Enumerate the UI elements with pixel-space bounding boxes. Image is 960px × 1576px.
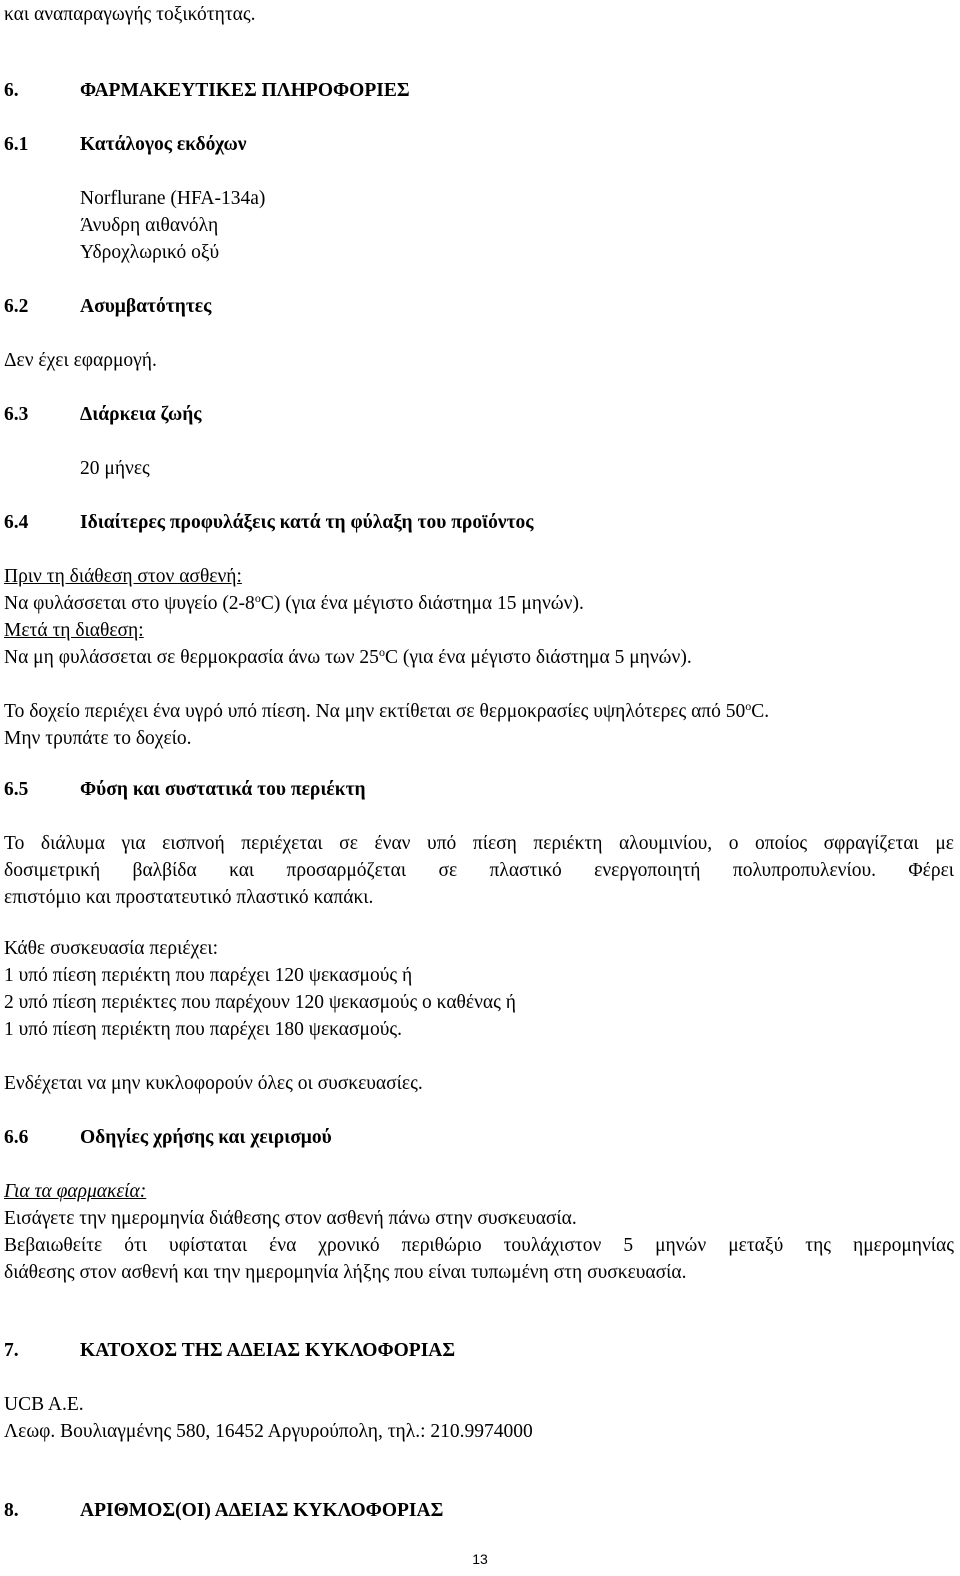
pharmacy-label: Για τα φαρμακεία: <box>4 1181 147 1202</box>
pressure-warning-text: Το δοχείο περιέχει ένα υγρό υπό πίεση. Να μην εκτίθεται σε θερμοκρασίες υψηλότερες από 50$^o$C. <box>4 699 770 722</box>
section-7-number: 7. <box>4 1340 19 1361</box>
puncture-warning-text: Μην τρυπάτε το δοχείο. <box>4 728 192 749</box>
incompatibilities-text: Δεν έχει εφαρμογή. <box>4 350 157 371</box>
holder-company: UCB A.E. <box>4 1394 84 1415</box>
section-6-2-number: 6.2 <box>4 296 29 317</box>
holder-address: Λεωφ. Βουλιαγμένης 580, 16452 Αργυρούπολη, τηλ.: 210.9974000 <box>4 1421 533 1442</box>
section-6-5-number: 6.5 <box>4 779 29 800</box>
container-description-line: επιστόμιο και προστατευτικό πλαστικό καπάκι. <box>4 887 374 908</box>
section-6-2-title: Ασυμβατότητες <box>80 296 212 317</box>
pack-item: 1 υπό πίεση περιέκτη που παρέχει 180 ψεκασμούς. <box>4 1019 402 1040</box>
pack-contents-title: Κάθε συσκευασία περιέχει: <box>4 938 219 959</box>
container-description-line: δοσιμετρική βαλβίδα και προσαρμόζεται σε πλαστικό ενεργοποιητή πολυπροπυλενίου. Φέρει <box>4 860 954 881</box>
section-6-1-number: 6.1 <box>4 134 29 155</box>
section-6-3-number: 6.3 <box>4 404 29 425</box>
section-8-number: 8. <box>4 1500 19 1521</box>
pack-availability-note: Ενδέχεται να μην κυκλοφορούν όλες οι συσκευασίες. <box>4 1073 423 1094</box>
pack-item: 2 υπό πίεση περιέκτες που παρέχουν 120 ψεκασμούς ο καθένας ή <box>4 992 516 1013</box>
section-6-6-number: 6.6 <box>4 1127 29 1148</box>
section-7-title: ΚΑΤΟΧΟΣ ΤΗΣ ΑΔΕΙΑΣ ΚΥΚΛΟΦΟΡΙΑΣ <box>80 1340 456 1361</box>
excipient-item: Υδροχλωρικό οξύ <box>80 242 220 263</box>
instruction-line: διάθεσης στον ασθενή και την ημερομηνία λήξης που είναι τυπωμένη στη συσκευασία. <box>4 1262 687 1283</box>
pack-item: 1 υπό πίεση περιέκτη που παρέχει 120 ψεκασμούς ή <box>4 965 413 986</box>
after-dispensing-label: Μετά τη διαθεση: <box>4 620 144 641</box>
section-6-3-title: Διάρκεια ζωής <box>80 404 202 425</box>
section-6-number: 6. <box>4 80 19 101</box>
section-6-4-title: Ιδιαίτερες προφυλάξεις κατά τη φύλαξη του προϊόντος <box>80 512 534 533</box>
section-6-6-title: Οδηγίες χρήσης και χειρισμού <box>80 1127 332 1148</box>
section-8-title: ΑΡΙΘΜΟΣ(ΟΙ) ΑΔΕΙΑΣ ΚΥΚΛΟΦΟΡΙΑΣ <box>80 1500 444 1521</box>
continuation-line: και αναπαραγωγής τοξικότητας. <box>4 4 256 25</box>
after-dispensing-text: Να μη φυλάσσεται σε θερμοκρασία άνω των 25$^o$C (για ένα μέγιστο διάστημα 5 μηνών). <box>4 645 692 668</box>
before-dispensing-text: Να φυλάσσεται στο ψυγείο (2-8$^o$C) (για ένα μέγιστο διάστημα 15 μηνών). <box>4 591 584 614</box>
section-6-1-title: Κατάλογος εκδόχων <box>80 134 247 155</box>
section-6-4-number: 6.4 <box>4 512 29 533</box>
container-description-line: Το διάλυμα για εισπνοή περιέχεται σε έναν υπό πίεση περιέκτη αλουμινίου, ο οποίος σφραγίζεται με <box>4 833 954 854</box>
section-6-title: ΦΑΡΜΑΚΕΥΤΙΚΕΣ ΠΛΗΡΟΦΟΡΙΕΣ <box>80 80 410 101</box>
excipient-item: Norflurane (HFA-134a) <box>80 188 266 209</box>
before-dispensing-label: Πριν τη διάθεση στον ασθενή: <box>4 566 242 587</box>
section-6-5-title: Φύση και συστατικά του περιέκτη <box>80 779 366 800</box>
instruction-line: Εισάγετε την ημερομηνία διάθεσης στον ασθενή πάνω στην συσκευασία. <box>4 1208 577 1229</box>
page-number: 13 <box>472 1551 488 1567</box>
instruction-line: Βεβαιωθείτε ότι υφίσταται ένα χρονικό περιθώριο τουλάχιστον 5 μηνών μεταξύ της ημερομηνίας <box>4 1235 954 1256</box>
excipient-item: Άνυδρη αιθανόλη <box>80 215 219 236</box>
shelf-life-text: 20 μήνες <box>80 458 150 479</box>
